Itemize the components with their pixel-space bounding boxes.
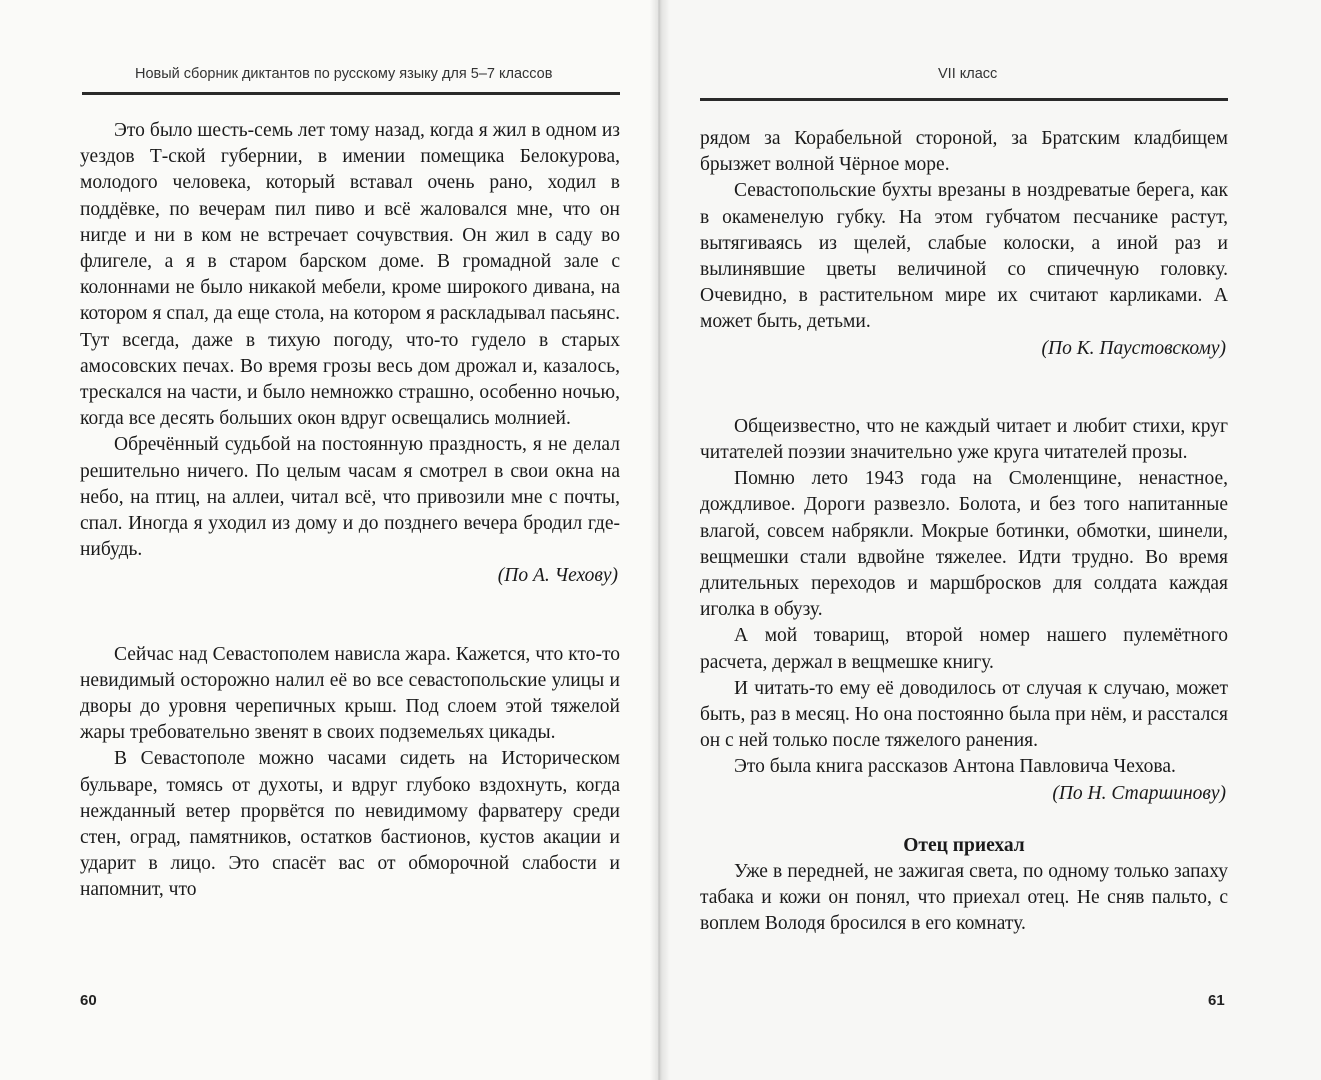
right-page-text xyxy=(700,126,1228,938)
attribution-chekhov: (По А. Чехову) xyxy=(497,565,618,587)
text-separator xyxy=(80,590,620,642)
paragraph: Уже в передней, не зажигая света, по одному только запаху табака и кожи он понял, что приехал отец. Не сняв пальто, с воплем Володя бросился в его комнату. xyxy=(700,861,1228,935)
left-page-number: 60 xyxy=(80,992,97,1009)
left-header-rule xyxy=(82,92,620,95)
paragraph: А мой товарищ, второй номер нашего пулемётного расчета, держал в вещмешке книгу. xyxy=(700,625,1228,673)
left-running-head: Новый сборник диктантов по русскому языку для 5–7 классов xyxy=(135,66,553,82)
paragraph: И читать-то ему её доводилось от случая к случаю, может быть, раз в месяц. Но она постоянно была при нём, и расстался он с ней только после тяжелого ранения. xyxy=(700,677,1228,752)
section-title: Отец приехал xyxy=(903,834,1025,856)
right-running-head: VII класс xyxy=(938,66,998,82)
right-header-rule xyxy=(700,98,1228,101)
paragraph: Это была книга рассказов Антона Павловича Чехова. xyxy=(734,756,1176,778)
text-separator xyxy=(700,362,1228,414)
paragraph: Общеизвестно, что не каждый читает и любит стихи, круг читателей поэзии значительно уже круга читателей прозы. xyxy=(700,415,1228,464)
book-gutter xyxy=(650,0,670,1080)
text-separator xyxy=(700,807,1228,833)
paragraph: Это было шесть-семь лет тому назад, когда я жил в одном из уездов Т-ской губернии, в имении помещика Белокурова, молодого человека, который вставал очень рано, ходил в поддёвке, по вечерам пил пиво и всё жаловался мне, что он нигде и ни в ком не встречает сочувствия. Он жил в саду во флигеле, а я в старом барском доме. В громадной зале с колоннами не было никакой мебели, кроме широкого дивана, на котором я спал, да еще стола, на котором я раскладывал пасьянс. Тут всегда, даже в тихую погоду, что-то гудело в старых амосовских печах. Во время грозы весь дом дрожал и, казалось, трескался на части, и было немножко страшно, особенно ночью, когда все десять больших окон вдруг освещались молнией. xyxy=(80,120,620,430)
left-page-text xyxy=(80,118,620,904)
paragraph-continued: рядом за Корабельной стороной, за Братским кладбищем брызжет волной Чёрное море. xyxy=(700,128,1228,176)
paragraph: В Севастополе можно часами сидеть на Историческом бульваре, томясь от духоты, и вдруг глубоко вздохнуть, когда нежданный ветер прорвётся по невидимому фарватеру среди стен, оград, памятников, остатков бастионов, кустов акации и ударит в лицо. Это спасёт вас от обморочной слабости и напомнит, что xyxy=(80,748,620,901)
right-page-number: 61 xyxy=(1208,992,1225,1009)
attribution-starshinov: (По Н. Старшинову) xyxy=(1052,782,1226,804)
paragraph: Сейчас над Севастополем нависла жара. Кажется, что кто-то невидимый осторожно налил её во все севастопольские улицы и дворы до уровня черепичных крыш. Под слоем этой тяжелой жары требовательно звенят в своих подземельях цикады. xyxy=(80,643,620,744)
attribution-paustovsky: (По К. Паустовскому) xyxy=(1041,337,1226,359)
paragraph: Севастопольские бухты врезаны в ноздреватые берега, как в окаменелую губку. На этом губчатом песчанике растут, вытягиваясь из щелей, слабые колоски, а иной раз и вылинявшие цветы величиной со спичечную головку. Очевидно, в растительном мире их считают карликами. А может быть, детьми. xyxy=(700,180,1228,333)
paragraph: Помню лето 1943 года на Смоленщине, ненастное, дождливое. Дороги развезло. Болота, и без того напитанные влагой, совсем набрякли. Мокрые ботинки, обмотки, шинели, вещмешки стали вдвойне тяжелее. Идти трудно. Во время длительных переходов и маршбросков для солдата каждая иголка в обузу. xyxy=(700,468,1228,621)
paragraph: Обречённый судьбой на постоянную праздность, я не делал решительно ничего. По целым часам я смотрел в свои окна на небо, на птиц, на аллеи, читал всё, что привозили мне с почты, спал. Иногда я уходил из дому и до позднего вечера бродил где-нибудь. xyxy=(80,434,620,561)
